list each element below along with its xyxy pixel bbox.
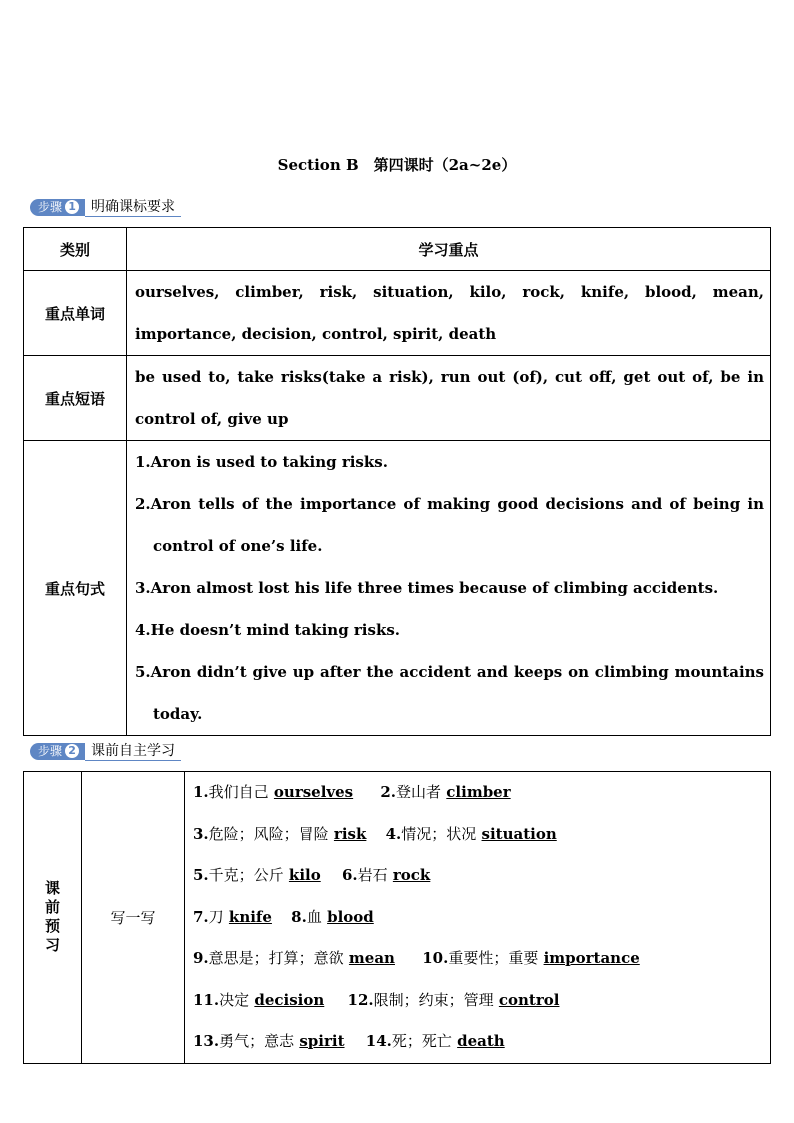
step1-title: 明确课标要求 <box>85 198 181 217</box>
sentence-4: 4.He doesn’t mind taking risks. <box>135 621 401 639</box>
item-answer: climber <box>446 783 511 801</box>
step1-number: 1 <box>65 200 79 214</box>
item-chinese: 决定 <box>219 990 250 1009</box>
step2-title: 课前自主学习 <box>85 742 181 761</box>
header-category: 类别 <box>24 228 127 271</box>
item-answer: knife <box>228 907 272 926</box>
item-chinese: 我们自己 <box>208 783 269 801</box>
table1-row-words <box>24 271 771 356</box>
vocab-item-10 <box>422 938 640 980</box>
sentence-1: 1.Aron is used to taking risks. <box>135 453 388 471</box>
table1-header-row <box>24 228 771 271</box>
vocab-item-12 <box>348 980 560 1022</box>
step1-banner <box>30 197 181 217</box>
sentence-5: 5.Aron didn’t give up after the accident and keeps on climbing mountains today. <box>135 663 764 723</box>
vocab-item-8 <box>291 897 374 939</box>
item-chinese: 危险；风险；冒险 <box>208 824 329 843</box>
section-label-cell <box>24 772 82 1064</box>
vocab-item-2 <box>380 772 510 814</box>
section-label: 课 前 预 习 <box>44 879 60 955</box>
vocab-row <box>193 980 770 1022</box>
vocab-item-14 <box>366 1021 505 1063</box>
item-answer: spirit <box>299 1032 345 1050</box>
preview-table <box>23 771 771 1064</box>
item-answer: situation <box>481 824 557 843</box>
vocab-item-6 <box>342 855 430 897</box>
preview-row <box>24 772 771 1064</box>
item-answer: rock <box>392 866 431 884</box>
activity-label: 写一写 <box>82 772 185 1064</box>
vocab-list <box>185 772 771 1064</box>
item-chinese: 千克；公斤 <box>208 866 284 884</box>
vocab-row <box>193 814 770 856</box>
item-chinese: 重要性；重要 <box>448 949 539 967</box>
item-num: 10. <box>422 949 449 967</box>
item-num: 14. <box>365 1032 392 1050</box>
item-num: 1. <box>193 783 209 801</box>
item-chinese: 刀 <box>208 907 224 926</box>
vocab-row <box>193 938 770 980</box>
vocab-row <box>193 855 770 897</box>
category-words: 重点单词 <box>24 271 127 356</box>
item-answer: death <box>457 1032 505 1050</box>
vocab-item-13 <box>193 1021 345 1063</box>
item-num: 8. <box>291 907 307 926</box>
item-num: 13. <box>193 1032 220 1050</box>
item-answer: risk <box>333 824 367 843</box>
item-answer: mean <box>348 949 395 967</box>
step2-label: 步骤 <box>38 743 63 758</box>
category-sentences: 重点句式 <box>24 441 127 736</box>
words-content: ourselves, climber, risk, situation, kilo, rock, knife, blood, mean, importance, decision, control, spirit, death <box>127 271 771 356</box>
item-num: 12. <box>347 990 374 1009</box>
category-phrases: 重点短语 <box>24 356 127 441</box>
sentence-2: 2.Aron tells of the importance of making good decisions and of being in control of one’s life. <box>135 495 764 555</box>
item-chinese: 限制；约束；管理 <box>373 990 494 1009</box>
item-answer: blood <box>327 907 374 926</box>
item-num: 2. <box>380 783 397 801</box>
vocab-item-7 <box>193 897 272 939</box>
item-num: 5. <box>193 866 209 884</box>
item-num: 3. <box>193 824 209 843</box>
item-chinese: 登山者 <box>396 783 442 801</box>
vocab-item-9 <box>193 938 395 980</box>
item-num: 4. <box>385 824 402 843</box>
item-num: 11. <box>193 990 220 1009</box>
step2-badge <box>30 743 85 760</box>
step2-number: 2 <box>65 744 79 758</box>
item-answer: importance <box>543 949 640 967</box>
vocab-item-3 <box>193 814 366 856</box>
item-chinese: 勇气；意志 <box>219 1032 295 1050</box>
sentence-3: 3.Aron almost lost his life three times because of climbing accidents. <box>135 579 719 597</box>
table1-row-phrases <box>24 356 771 441</box>
item-chinese: 死；死亡 <box>391 1032 452 1050</box>
vocab-item-5 <box>193 855 321 897</box>
header-key-points: 学习重点 <box>127 228 771 271</box>
item-answer: kilo <box>288 866 321 884</box>
item-answer: ourselves <box>273 783 354 801</box>
item-answer: control <box>498 990 560 1009</box>
item-num: 6. <box>341 866 358 884</box>
item-chinese: 意思是；打算；意欲 <box>208 949 344 967</box>
vocab-item-4 <box>386 814 557 856</box>
phrases-content: be used to, take risks(take a risk), run out (of), cut off, get out of, be in control of, give up <box>127 356 771 441</box>
key-points-table <box>23 227 771 736</box>
step2-banner <box>30 741 181 761</box>
item-chinese: 血 <box>306 907 322 926</box>
vocab-item-1 <box>193 772 353 814</box>
vocab-row <box>193 897 770 939</box>
page-title: Section B 第四课时（2a~2e） <box>277 156 517 174</box>
sentences-content <box>127 441 771 736</box>
vocab-row <box>193 772 770 814</box>
step1-label: 步骤 <box>38 199 63 214</box>
vocab-row <box>193 1021 770 1063</box>
item-answer: decision <box>254 990 325 1009</box>
table1-row-sentences <box>24 441 771 736</box>
step1-badge <box>30 199 85 216</box>
item-num: 7. <box>193 907 209 926</box>
vocab-item-11 <box>193 980 324 1022</box>
item-num: 9. <box>193 949 209 967</box>
item-chinese: 情况；状况 <box>401 824 477 843</box>
item-chinese: 岩石 <box>357 866 388 884</box>
